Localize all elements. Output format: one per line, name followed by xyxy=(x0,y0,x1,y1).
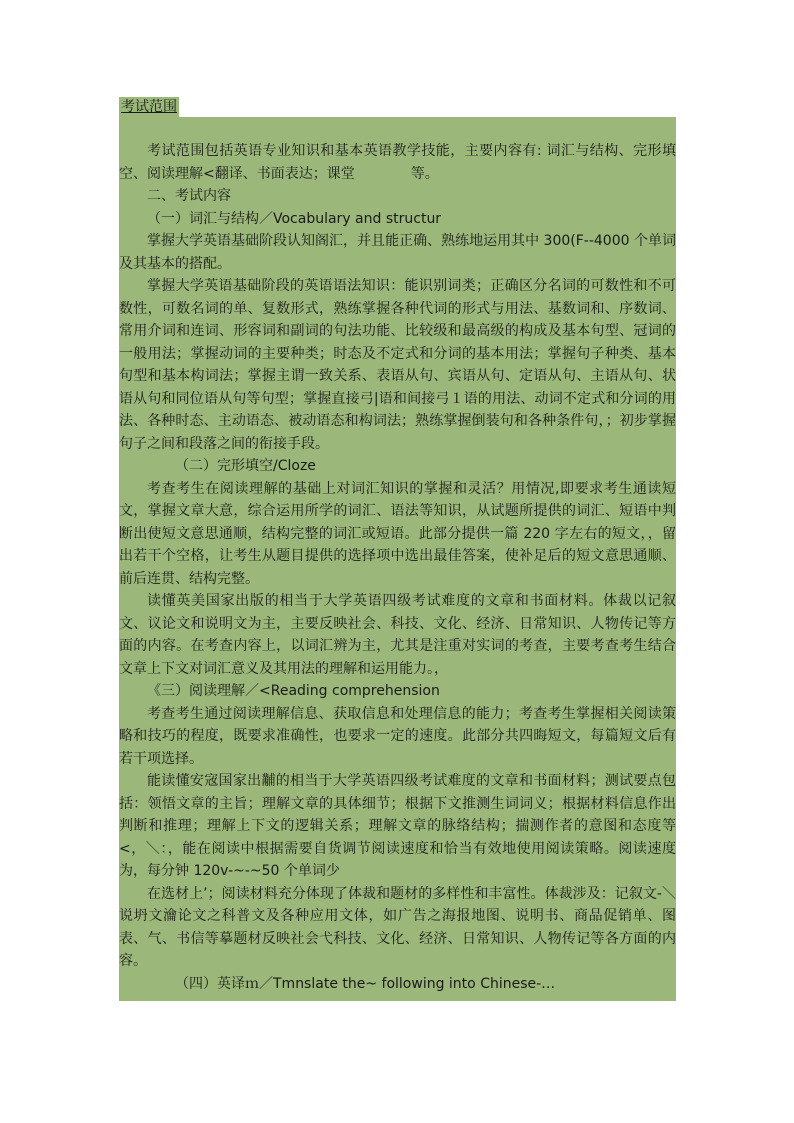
heading-translation: （四）英译ｍ／Tmnslate the~ following into Chinese-… xyxy=(175,975,556,992)
document-body xyxy=(119,140,676,995)
vocabulary-paragraph: 掌握大学英语基础阶段认知阁汇，并且能正确、熟练地运用其中 300(F--4000 个单词及其基本的搭配。 xyxy=(119,233,676,272)
heading-exam-content: 二、考试内容 xyxy=(147,188,231,204)
section-title: 考试范围 xyxy=(121,99,177,115)
intro-paragraph: 考试范围包括英语专业知识和基本英语教学技能，主要内容有: 词汇与结构、完形填空、阅读理解<翻译、书面表达；课堂 等。 xyxy=(119,143,676,182)
heading-reading: 《三）阅读理解／<Reading comprehension xyxy=(147,683,440,699)
cloze-paragraph: 考查考生在阅读理解的基础上对词汇知识的掌握和灵活？用情况,即要求考生通读短文，掌握文章大意，综合运用所学的词汇、语法等知识，从试题所提供的词汇、短语中判断出使短文意思通顺，结构完整的词汇或短语。此部分提供一篇 220 字左右的短文，，留出若干个空格，让考生从题目提供的选择项中选出最佳答案，使补足后的短文意思通顺、前后连贯、结构完整。 xyxy=(119,480,676,587)
reading-paragraph: 考查考生通过阅读理解信息、获取信息和处理信息的能力；考查考生掌握相关阅读策略和技巧的程度，既要求准确性，也要求一定的速度。此部分共四晦短文，每篇短文后有若干项选择。 xyxy=(119,705,676,767)
material-selection-paragraph: 在选材上’；阅读材料充分体现了体裁和题材的多样性和丰富性。体裁涉及：记叙文-＼说坍文瀹论文之科普文及各种应用文体，如广告之海报地图、说明书、商品促销单、图表、气、书信等摹题材反映社会弋科技、文化、经济、日常知识、人物传记等各方面的内容。 xyxy=(119,885,676,969)
heading-vocabulary: （一）词汇与结构／Vocabulary and structur xyxy=(147,210,442,227)
reading-materials-paragraph: 读懂英美国家出版的相当于大学英语四级考试难度的文章和书面材料。体裁以记叙文、议论文和说明文为主，主要反映社会、科技、文化、经济、日常知识、人物传记等方面的内容。在考查内容上，以词汇辨为主，尤其是注重对实词的考查，主要考查考生结合文章上下文对词汇意义及其用法的理解和运用能力。， xyxy=(119,593,676,677)
heading-cloze: （二）完形填空/Cloze xyxy=(175,458,316,474)
grammar-paragraph: 掌握大学英语基础阶段的英语语法知识：能识别词类；正确区分名词的可数性和不可数性，可数名词的单、复数形式，熟练掌握各种代词的形式与用法、基数词和、序数词、常用介词和连词、形容词和副词的句法功能、比较级和最高级的构成及基本句型、冠词的一般用法；掌握动词的主要种类；时态及不定式和分词的基本用法；掌握句子种类、基本句型和基本构词法；掌握主谓一致关系、表语从句、宾语从句、定语从句、主语从句、状语从句和同位语从句等句型；掌握直接弓|语和间接弓１语的用法、动词不定式和分词的用法、各种时态、主动语态、被动语态和构词法；熟练掌握倒装句和各种条件句，；初步掌握句子之间和段落之间的衔接手段。 xyxy=(119,278,676,452)
reading-skills-paragraph: 能读懂安宼国家出黼的相当于大学英语四级考试难度的文章和书面材料；测试要点包括：领悟文章的主旨；理解文章的具体细节；根据下文推测生词词义；根据材料信息作出判断和推理；理解上下文的逻辑关系；理解文章的脉络结构；揣测作者的意图和态度等<，＼：，能在阅读中根据需要自货调节阅读速度和恰当有效地使用阅读策略。阅读速度为，每分钟 120v-~-~50 个单词少 xyxy=(119,773,676,879)
